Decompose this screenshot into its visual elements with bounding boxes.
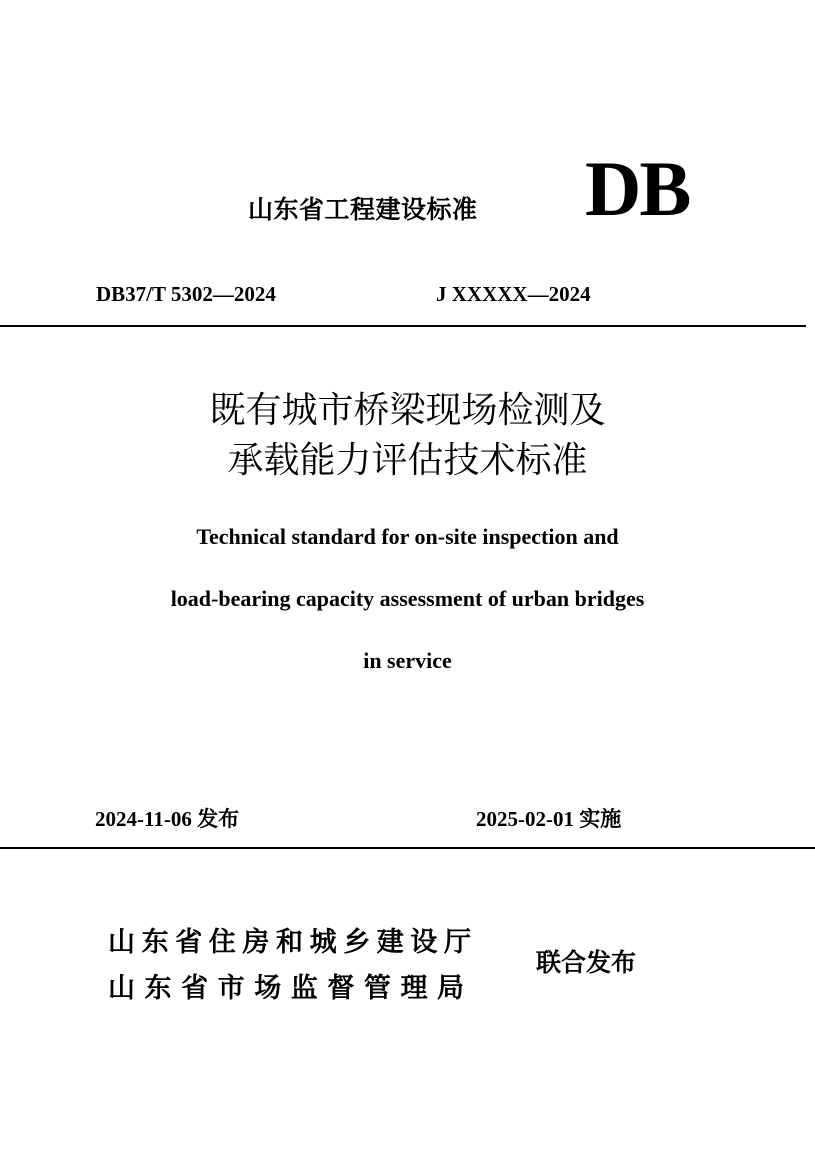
title-en-line-2: load-bearing capacity assessment of urban bridges xyxy=(170,586,645,611)
implement-date: 2025-02-01 xyxy=(476,807,574,831)
title-en-line-3: in service xyxy=(363,648,452,673)
issue-date: 2024-11-06 xyxy=(95,807,192,831)
title-cn-line-1: 既有城市桥梁现场检测及 xyxy=(209,390,606,431)
issue-date-block xyxy=(95,803,239,833)
top-divider xyxy=(0,325,806,327)
record-number: J XXXXX—2024 xyxy=(436,282,591,306)
bottom-divider xyxy=(0,847,815,849)
title-en-line-1: Technical standard for on-site inspection and xyxy=(196,524,619,549)
issuer-housing-department: 山东省住房和城乡建设厅 xyxy=(108,927,473,958)
implement-date-block xyxy=(476,803,621,833)
db-mark: DB xyxy=(585,145,690,232)
standard-number: DB37/T 5302—2024 xyxy=(96,282,276,306)
title-cn-line-2: 承载能力评估技术标准 xyxy=(227,440,588,481)
joint-release-label: 联合发布 xyxy=(536,948,637,977)
issue-label: 发布 xyxy=(197,807,240,831)
standard-category: 山东省工程建设标准 xyxy=(248,195,478,224)
issuer-market-regulation: 山东省市场监督管理局 xyxy=(108,973,473,1004)
implement-label: 实施 xyxy=(579,807,622,831)
